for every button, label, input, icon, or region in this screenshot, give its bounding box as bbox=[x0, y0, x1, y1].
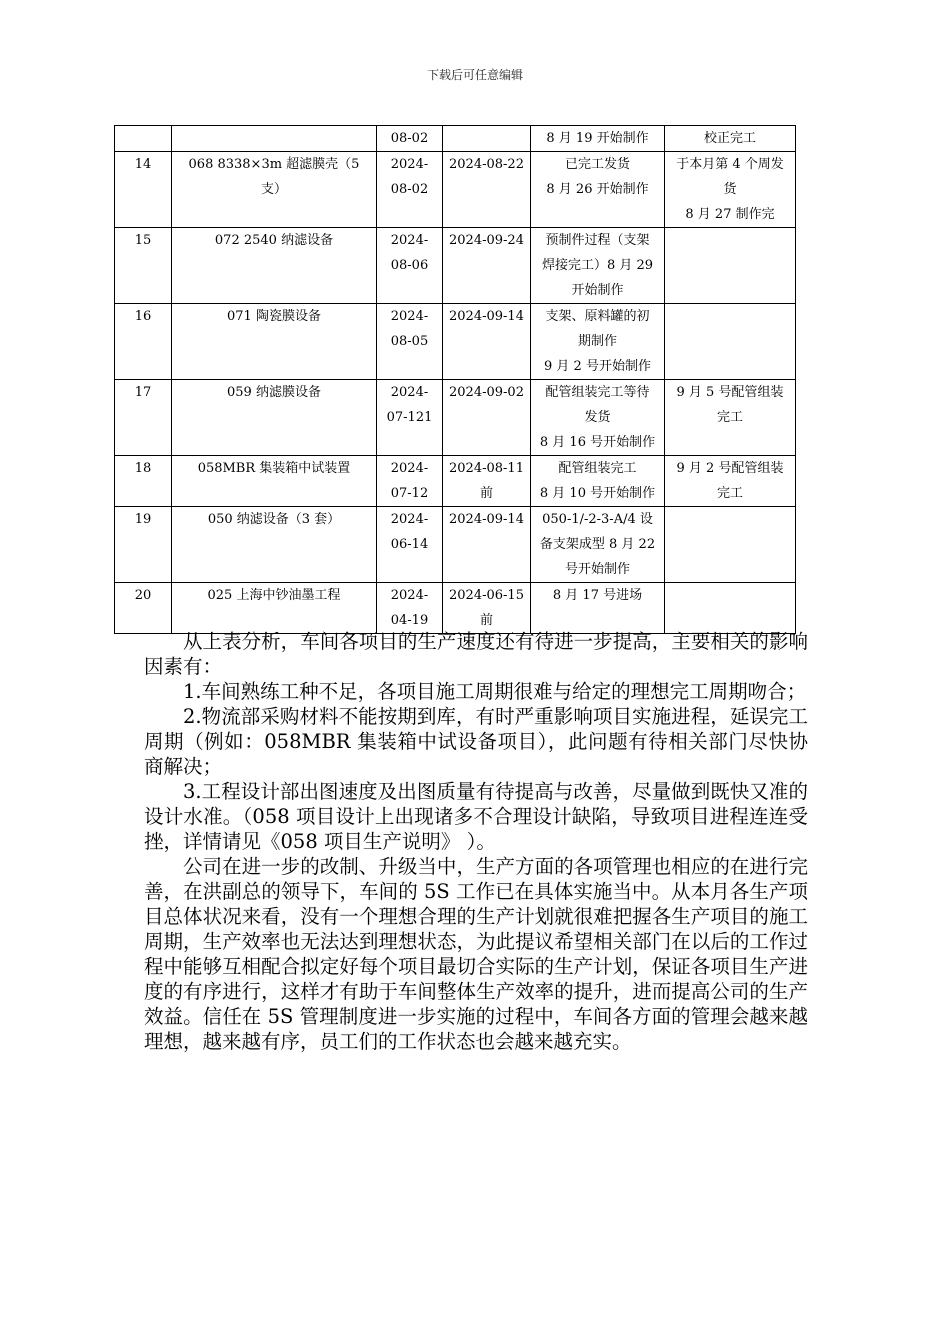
start-date-cell-line: 2024- bbox=[390, 309, 429, 324]
due-date-cell-line: 前 bbox=[479, 613, 493, 628]
row-number-cell: 14 bbox=[115, 152, 172, 228]
start-date-cell-line: 07-12 bbox=[390, 486, 429, 501]
due-date-cell-line: 2024-06-15 bbox=[449, 588, 524, 603]
project-name-cell-line: 050 纳滤设备（3 套） bbox=[207, 512, 341, 527]
paragraph-factor-2: 2.物流部采购材料不能按期到库，有时严重影响项目实施进程，延误完工周期（例如：058MBR 集装箱中试设备项目），此问题有待相关部门尽快协商解决； bbox=[144, 705, 808, 778]
progress-cell bbox=[531, 304, 665, 380]
row-number-cell: 15 bbox=[115, 228, 172, 304]
project-name-cell-line: 058MBR 集装箱中试装置 bbox=[197, 461, 351, 476]
start-date-cell bbox=[377, 380, 443, 456]
project-name-cell bbox=[172, 507, 377, 583]
remark-cell bbox=[665, 152, 796, 228]
start-date-cell bbox=[377, 507, 443, 583]
row-number-cell bbox=[115, 126, 172, 152]
project-name-cell bbox=[172, 583, 377, 634]
start-date-cell bbox=[377, 583, 443, 634]
start-date-cell-line: 2024- bbox=[390, 588, 429, 603]
due-date-cell bbox=[443, 152, 531, 228]
table-row bbox=[115, 380, 796, 456]
remark-cell-line: 8 月 27 制作完 bbox=[685, 207, 775, 222]
project-name-cell bbox=[172, 304, 377, 380]
progress-cell bbox=[531, 583, 665, 634]
due-date-cell-line: 2024-09-02 bbox=[449, 385, 524, 400]
page-header-note: 下载后可任意编辑 bbox=[426, 68, 523, 82]
progress-cell-line: 发货 bbox=[584, 410, 611, 425]
progress-cell-line: 期制作 bbox=[577, 334, 617, 349]
project-name-cell-line: 支） bbox=[260, 182, 287, 197]
progress-cell-line: 预制件过程（支架 bbox=[545, 233, 650, 248]
progress-cell-line: 支架、原料罐的初 bbox=[545, 309, 650, 324]
progress-cell-line: 备支架成型 8 月 22 bbox=[539, 537, 656, 552]
remark-cell-line bbox=[668, 507, 792, 532]
start-date-cell-line: 08-02 bbox=[390, 182, 429, 197]
start-date-cell bbox=[377, 228, 443, 304]
row-number-cell: 19 bbox=[115, 507, 172, 583]
start-date-cell bbox=[377, 456, 443, 507]
project-name-cell bbox=[172, 380, 377, 456]
remark-cell bbox=[665, 380, 796, 456]
row-number-cell: 20 bbox=[115, 583, 172, 634]
project-name-cell bbox=[172, 228, 377, 304]
start-date-cell-line: 2024- bbox=[390, 233, 429, 248]
progress-cell-line: 050-1/-2-3-A/4 设 bbox=[542, 512, 653, 527]
start-date-cell-line: 2024- bbox=[390, 512, 429, 527]
remark-cell-line: 完工 bbox=[716, 410, 743, 425]
remark-cell bbox=[665, 228, 796, 304]
progress-cell bbox=[531, 228, 665, 304]
remark-cell-line: 于本月第 4 个周发 bbox=[676, 157, 784, 172]
remark-cell-line bbox=[668, 304, 792, 329]
progress-cell-line: 8 月 26 开始制作 bbox=[546, 182, 649, 197]
remark-cell bbox=[665, 304, 796, 380]
remark-cell-line: 9 月 5 号配管组装 bbox=[676, 385, 784, 400]
row-number-cell: 16 bbox=[115, 304, 172, 380]
row-number-cell: 18 bbox=[115, 456, 172, 507]
start-date-cell bbox=[377, 152, 443, 228]
due-date-cell-line: 2024-08-22 bbox=[449, 157, 524, 172]
progress-cell-line: 配管组装完工等待 bbox=[545, 385, 650, 400]
due-date-cell-line: 2024-09-14 bbox=[449, 512, 524, 527]
project-name-cell-line: 059 纳滤膜设备 bbox=[227, 385, 321, 400]
project-name-cell-line bbox=[175, 126, 373, 151]
project-name-cell-line: 072 2540 纳滤设备 bbox=[214, 233, 334, 248]
progress-cell-line: 焊接完工）8 月 29 bbox=[541, 258, 654, 273]
progress-cell-line: 8 月 17 号进场 bbox=[552, 588, 643, 603]
progress-cell-line: 配管组装完工 bbox=[558, 461, 637, 476]
progress-cell bbox=[531, 507, 665, 583]
project-name-cell bbox=[172, 456, 377, 507]
start-date-cell-line: 2024- bbox=[390, 385, 429, 400]
project-name-cell bbox=[172, 126, 377, 152]
start-date-cell-line: 08-05 bbox=[390, 334, 429, 349]
project-name-cell-line: 071 陶瓷膜设备 bbox=[227, 309, 321, 324]
progress-cell bbox=[531, 380, 665, 456]
analysis-text bbox=[144, 629, 808, 1054]
due-date-cell bbox=[443, 304, 531, 380]
paragraph-factor-3: 3.工程设计部出图速度及出图质量有待提高与改善，尽量做到既快又准的设计水准。（058 项目设计上出现诸多不合理设计缺陷，导致项目进程连连受挫，详情请见《058 项目生产说明》 ）。 bbox=[144, 780, 808, 853]
due-date-cell-line: 2024-08-11 bbox=[449, 461, 524, 476]
due-date-cell bbox=[443, 583, 531, 634]
production-table bbox=[114, 125, 796, 634]
row-number-cell: 17 bbox=[115, 380, 172, 456]
progress-cell-line: 8 月 19 开始制作 bbox=[546, 131, 649, 146]
due-date-cell-line: 2024-09-14 bbox=[449, 309, 524, 324]
project-name-cell-line: 025 上海中钞油墨工程 bbox=[207, 588, 341, 603]
due-date-cell bbox=[443, 507, 531, 583]
progress-cell-line: 号开始制作 bbox=[564, 562, 630, 577]
table-row bbox=[115, 228, 796, 304]
remark-cell-line: 校正完工 bbox=[703, 131, 756, 146]
start-date-cell bbox=[377, 304, 443, 380]
due-date-cell bbox=[443, 456, 531, 507]
paragraph-intro: 从上表分析，车间各项目的生产速度还有待进一步提高，主要相关的影响因素有： bbox=[144, 630, 808, 678]
progress-cell bbox=[531, 126, 665, 152]
progress-cell-line: 8 月 10 号开始制作 bbox=[539, 486, 656, 501]
remark-cell bbox=[665, 583, 796, 634]
progress-cell-line: 已完工发货 bbox=[564, 157, 630, 172]
remark-cell bbox=[665, 507, 796, 583]
progress-cell bbox=[531, 456, 665, 507]
remark-cell bbox=[665, 456, 796, 507]
start-date-cell bbox=[377, 126, 443, 152]
due-date-cell bbox=[443, 126, 531, 152]
start-date-cell-line: 08-02 bbox=[390, 131, 429, 146]
remark-cell-line: 货 bbox=[723, 182, 737, 197]
progress-cell bbox=[531, 152, 665, 228]
table-row bbox=[115, 152, 796, 228]
due-date-cell-line bbox=[446, 126, 527, 151]
table-row bbox=[115, 126, 796, 152]
table-row bbox=[115, 583, 796, 634]
start-date-cell-line: 07-121 bbox=[386, 410, 433, 425]
start-date-cell-line: 06-14 bbox=[390, 537, 429, 552]
progress-cell-line: 开始制作 bbox=[571, 283, 624, 298]
table-row bbox=[115, 304, 796, 380]
start-date-cell-line: 2024- bbox=[390, 461, 429, 476]
due-date-cell bbox=[443, 380, 531, 456]
progress-cell-line: 8 月 16 号开始制作 bbox=[539, 435, 656, 450]
remark-cell-line: 9 月 2 号配管组装 bbox=[676, 461, 784, 476]
table-row bbox=[115, 456, 796, 507]
remark-cell-line: 完工 bbox=[716, 486, 743, 501]
due-date-cell-line: 前 bbox=[479, 486, 493, 501]
remark-cell-line bbox=[668, 583, 792, 608]
start-date-cell-line: 08-06 bbox=[390, 258, 429, 273]
start-date-cell-line: 04-19 bbox=[390, 613, 429, 628]
paragraph-conclusion: 公司在进一步的改制、升级当中，生产方面的各项管理也相应的在进行完善，在洪副总的领导下，车间的 5S 工作已在具体实施当中。从本月各生产项目总体状况来看，没有一个理想合理的生产计划就很难把握各生产项目的施工周期，生产效率也无法达到理想状态，为此提议希望相关部门在以后的工作过程中能够互相配合拟定好每个项目最切合实际的生产计划，保证各项目生产进度的有序进行，这样才有助于车间整体生产效率的提升，进而提高公司的生产效益。信任在 5S 管理制度进一步实施的过程中，车间各方面的管理会越来越理想，越来越有序，员工们的工作状态也会越来越充实。 bbox=[144, 855, 808, 1053]
start-date-cell-line: 2024- bbox=[390, 157, 429, 172]
due-date-cell-line: 2024-09-24 bbox=[449, 233, 524, 248]
project-name-cell-line: 068 8338×3m 超滤膜壳（5 bbox=[188, 157, 360, 172]
paragraph-factor-1: 1.车间熟练工种不足，各项目施工周期很难与给定的理想完工周期吻合； bbox=[183, 680, 807, 703]
project-name-cell bbox=[172, 152, 377, 228]
progress-cell-line: 9 月 2 号开始制作 bbox=[544, 359, 651, 374]
remark-cell bbox=[665, 126, 796, 152]
table-row bbox=[115, 507, 796, 583]
due-date-cell bbox=[443, 228, 531, 304]
remark-cell-line bbox=[668, 228, 792, 253]
